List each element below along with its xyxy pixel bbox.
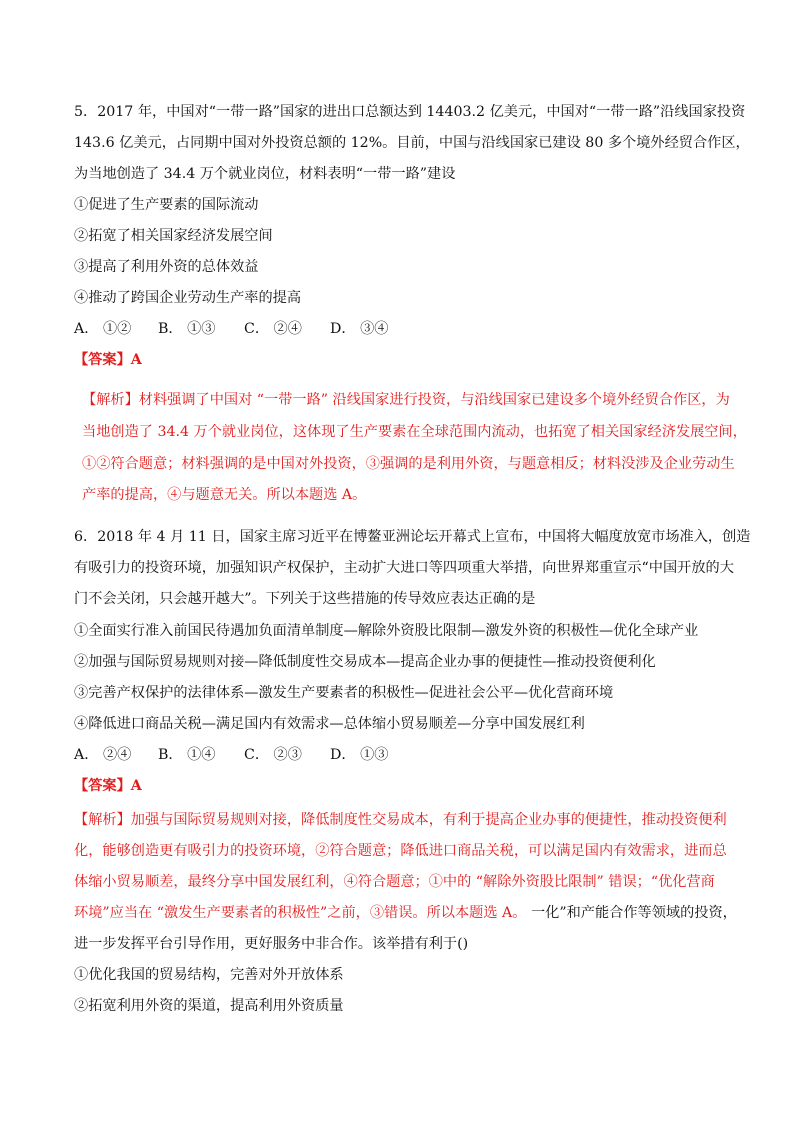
q6-choice-d: D． ①③ xyxy=(330,747,389,763)
q6-analysis-line-4-row xyxy=(74,903,737,923)
q6-item-3: ③完善产权保护的法律体系—激发生产要素者的积极性—促进社会公平—优化营商环境 xyxy=(74,685,614,701)
q6-choice-b: B． ①④ xyxy=(158,747,216,763)
q5-stem-line-3: 为当地创造了 34.4 万个就业岗位，材料表明“一带一路”建设 xyxy=(74,166,456,182)
q6-stem-line-1: 6．2018 年 4 月 11 日，国家主席习近平在博鳌亚洲论坛开幕式上宣布，中国将大幅度放宽市场准入，创造 xyxy=(74,529,751,545)
q5-answer-value: A xyxy=(130,352,142,368)
continuation-line-2: ①优化我国的贸易结构，完善对外开放体系 xyxy=(74,967,344,983)
q5-stem-line-1: 5．2017 年，中国对“一带一路”国家的进出口总额达到 14403.2 亿美元，中国对“一带一路”沿线国家投资 xyxy=(74,104,746,120)
q6-trailing-text: 一化”和产能合作等领域的投资， xyxy=(526,905,737,921)
q6-analysis-line-4: 环境”应当在 “激发生产要素者的积极性”之前，③错误。所以本题选 A。 xyxy=(74,905,527,921)
q5-analysis-line-1: 【解析】材料强调了中国对 “一带一路” 沿线国家进行投资，与沿线国家已建设多个境外经贸合作区，为 xyxy=(82,392,730,408)
q5-stem-line-2: 143.6 亿美元，占同期中国对外投资总额的 12%。目前，中国与沿线国家已建设 80 多个境外经贸合作区， xyxy=(74,135,750,151)
q5-choice-d: D． ③④ xyxy=(330,321,389,337)
q6-choice-c: C． ②③ xyxy=(244,747,302,763)
continuation-line-3: ②拓宽利用外资的渠道，提高利用外资质量 xyxy=(74,998,344,1014)
q6-answer-tag: 【答案】 xyxy=(74,778,131,794)
q6-item-1: ①全面实行准入前国民待遇加负面清单制度—解除外资股比限制—激发外资的积极性—优化全球产业 xyxy=(74,623,699,639)
q5-choice-a: A． ①② xyxy=(74,321,132,337)
q6-analysis-line-1: 【解析】加强与国际贸易规则对接，降低制度性交易成本，有利于提高企业办事的便捷性，推动投资便利 xyxy=(74,812,727,828)
q5-item-1: ①促进了生产要素的国际流动 xyxy=(74,197,259,213)
q5-analysis-line-2: 当地创造了 34.4 万个就业岗位，这体现了生产要素在全球范围内流动，也拓宽了相关国家经济发展空间， xyxy=(82,424,747,440)
q5-choice-b: B． ①③ xyxy=(158,321,216,337)
q5-item-4: ④推动了跨国企业劳动生产率的提高 xyxy=(74,290,302,306)
q6-choices xyxy=(74,745,388,765)
q5-item-2: ②拓宽了相关国家经济发展空间 xyxy=(74,228,273,244)
q6-answer-value: A xyxy=(130,778,142,794)
q5-answer-tag: 【答案】 xyxy=(74,352,131,368)
q5-choice-c: C． ②④ xyxy=(244,321,302,337)
q6-stem-line-2: 有吸引力的投资环境，加强知识产权保护，主动扩大进口等四项重大举措，向世界郑重宣示“中国开放的大 xyxy=(74,560,734,576)
q5-analysis-line-4: 产率的提高，④与题意无关。所以本题选 A。 xyxy=(82,487,367,503)
q6-analysis-line-3: 体缩小贸易顺差，最终分享中国发展红利，④符合题意；①中的 “解除外资股比限制” 错误；“优化营商 xyxy=(74,874,715,890)
q6-item-4: ④降低进口商品关税—满足国内有效需求—总体缩小贸易顺差—分享中国发展红利 xyxy=(74,716,585,732)
q6-choice-a: A． ②④ xyxy=(74,747,132,763)
q5-answer xyxy=(74,350,142,370)
q6-stem-line-3: 门不会关闭，只会越开越大”。下列关于这些措施的传导效应表达正确的是 xyxy=(74,591,536,607)
continuation-line-1: 进一步发挥平台引导作用，更好服务中非合作。该举措有利于() xyxy=(74,936,469,952)
q5-analysis-line-3: ①②符合题意；材料强调的是中国对外投资，③强调的是利用外资，与题意相反；材料没涉及企业劳动生 xyxy=(82,456,735,472)
q6-item-2: ②加强与国际贸易规则对接—降低制度性交易成本—提高企业办事的便捷性—推动投资便利化 xyxy=(74,654,656,670)
q5-item-3: ③提高了利用外资的总体效益 xyxy=(74,259,259,275)
q6-analysis-line-2: 化，能够创造更有吸引力的投资环境，②符合题意；降低进口商品关税，可以满足国内有效需求，进而总 xyxy=(74,843,727,859)
q5-choices xyxy=(74,319,388,339)
q6-answer xyxy=(74,776,142,796)
